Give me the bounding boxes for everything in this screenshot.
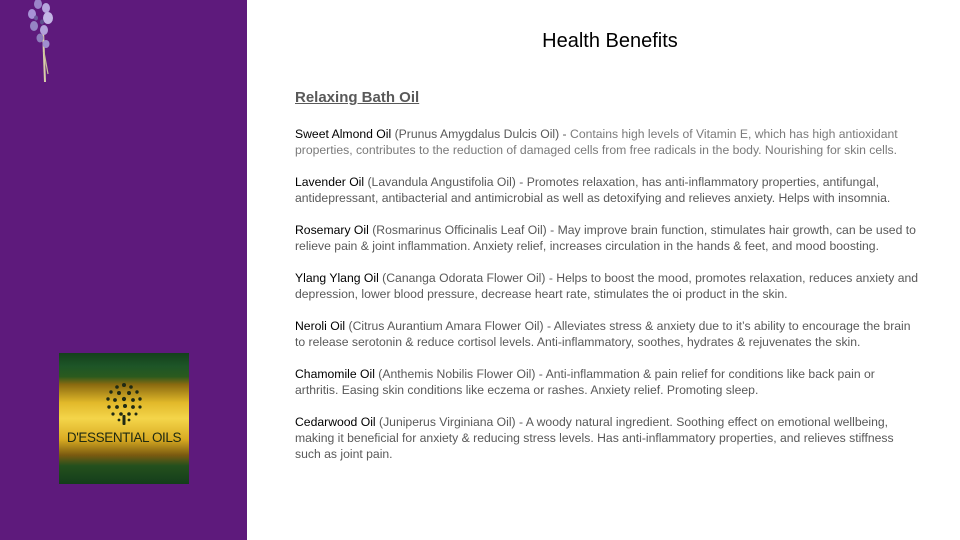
oil-item-sweet-almond <box>295 126 920 158</box>
oil-latin-name: (Anthemis Nobilis Flower Oil) - <box>374 367 546 381</box>
oil-latin-name: (Prunus Amygdalus Dulcis Oil) - <box>391 127 571 141</box>
oil-latin-name: (Lavandula Angustifolia Oil) - <box>364 175 527 189</box>
oil-item-lavender <box>295 174 920 206</box>
oil-item-cedarwood <box>295 414 920 462</box>
brand-logo <box>59 353 189 484</box>
oil-name: Ylang Ylang Oil <box>295 271 379 285</box>
sidebar <box>0 0 247 540</box>
lavender-sprig-icon <box>14 0 64 86</box>
oil-name: Neroli Oil <box>295 319 346 333</box>
oil-description: Promotes relaxation, has anti-inflammatory properties, antifungal, antidepressant, antibacterial and antimicrobial as well as detoxifying and relieves anxiety. Helps with insomnia. <box>295 175 891 205</box>
oil-latin-name: (Citrus Aurantium Amara Flower Oil) - <box>345 319 554 333</box>
oil-name: Lavender Oil <box>295 175 365 189</box>
tree-of-dots-icon <box>59 353 189 484</box>
oil-name: Rosemary Oil <box>295 223 369 237</box>
oil-item-ylang-ylang <box>295 270 920 302</box>
page-title: Health Benefits <box>542 30 678 52</box>
logo-text: D'ESSENTIAL OILS <box>66 430 182 445</box>
oil-description: Alleviates stress & anxiety due to it’s ability to encourage the brain to release serotonin & reduce cortisol levels. Anti-inflammatory, soothes, hydrates & rejuvenates the skin. <box>295 319 911 349</box>
oil-description: A woody natural ingredient. Soothing effect on emotional wellbeing, making it beneficial for anxiety & reducing stress levels. Has anti-inflammatory properties, and relieves stiffness such as joint pain. <box>295 415 894 461</box>
oil-latin-name: (Juniperus Virginiana Oil) - <box>375 415 526 429</box>
oil-description: May improve brain function, stimulates hair growth, can be used to relieve pain & joint inflammation. Anxiety relief, increases circulation in the hands & feet, and mood boosting. <box>295 223 916 253</box>
oil-item-chamomile <box>295 366 920 398</box>
oil-name: Chamomile Oil <box>295 367 375 381</box>
oil-description: Contains high levels of Vitamin E, which has high antioxidant properties, contributes to the reduction of damaged cells from free radicals in the body. Nourishing for skin cells. <box>295 127 898 157</box>
section-subtitle: Relaxing Bath Oil <box>295 89 420 106</box>
oil-name: Cedarwood Oil <box>295 415 376 429</box>
oil-item-neroli <box>295 318 920 350</box>
oil-description: Helps to boost the mood, promotes relaxation, reduces anxiety and depression, lower blood pressure, decrease heart rate, stimulates the oi product in the skin. <box>295 271 919 301</box>
oil-name: Sweet Almond Oil <box>295 127 392 141</box>
oil-list <box>295 88 920 462</box>
oil-item-rosemary <box>295 222 920 254</box>
oil-latin-name: (Rosmarinus Officinalis Leaf Oil) - <box>368 223 558 237</box>
oil-description: Anti-inflammation & pain relief for conditions like back pain or arthritis. Easing skin conditions like eczema or rashes. Anxiety relief. Promoting sleep. <box>295 367 875 397</box>
oil-latin-name: (Cananga Odorata Flower Oil) - <box>378 271 557 285</box>
